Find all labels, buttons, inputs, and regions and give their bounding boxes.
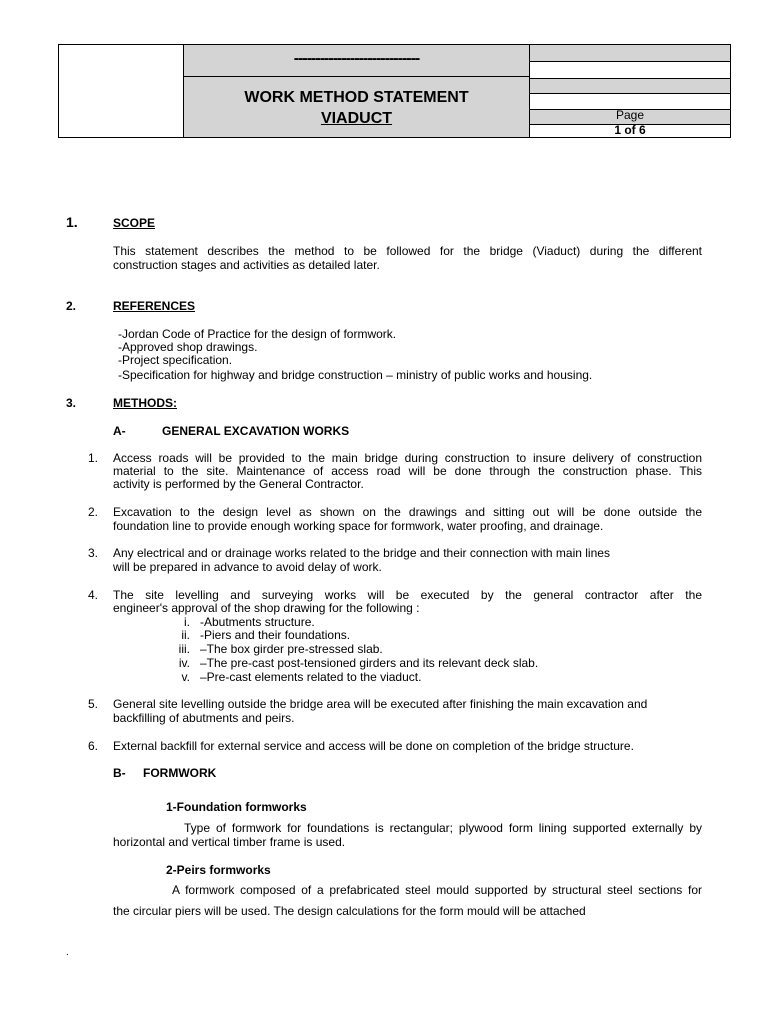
document-title: WORK METHOD STATEMENT [244, 89, 469, 106]
sub-list-item: –Pre-cast elements related to the viaduct. [200, 670, 422, 684]
section-heading-references: REFERENCES [113, 299, 196, 313]
list-number: 6. [88, 739, 99, 753]
list-item-line: The site levelling and surveying works will be executed by the general contractor after the [113, 588, 702, 602]
subsection-label: A- [113, 424, 126, 438]
subsection-title: GENERAL EXCAVATION WORKS [162, 424, 350, 438]
section-number: 1. [66, 214, 78, 230]
formwork-text-line: Type of formwork for foundations is rectangular; plywood form lining supported externally by [184, 821, 702, 835]
list-item-line: activity is performed by the General Contractor. [113, 477, 364, 491]
page-number: 1 of 6 [614, 123, 646, 137]
scope-text-line: This statement describes the method to be followed for the bridge (Viaduct) during the different [113, 244, 702, 258]
document-subtitle: VIADUCT [320, 110, 393, 127]
list-item-line: engineer's approval of the shop drawing for the following : [113, 601, 420, 615]
list-number: 5. [88, 697, 99, 711]
roman-numeral: iii. [178, 642, 190, 656]
formwork-heading: 2-Peirs formworks [166, 863, 271, 877]
formwork-text-line: A formwork composed of a prefabricated steel mould supported by structural steel sections for [172, 883, 702, 897]
list-item-line: Excavation to the design level as shown on the drawings and sitting out will be done outside the [113, 505, 702, 519]
info-row-2 [530, 62, 730, 79]
section-heading-methods: METHODS: [113, 396, 177, 410]
list-number: 1. [88, 451, 99, 465]
formwork-text-line: horizontal and vertical timber frame is used. [113, 835, 346, 849]
header-dashes: ----------------------------- [293, 50, 420, 67]
footer-mark: . [66, 947, 69, 958]
formwork-text-line: the circular piers will be used. The design calculations for the form mould will be attached [113, 904, 586, 918]
reference-item: -Approved shop drawings. [118, 340, 258, 354]
info-row-3 [530, 79, 730, 94]
list-item-line: material to the site. Maintenance of access road will be done through the construction phase. This [113, 464, 702, 478]
list-item-line: backfilling of abutments and peirs. [113, 711, 295, 725]
sub-list-item: -Abutments structure. [200, 615, 315, 629]
reference-item: -Specification for highway and bridge construction – ministry of public works and housing. [118, 368, 593, 382]
list-number: 2. [88, 505, 99, 519]
sub-list-item: -Piers and their foundations. [200, 628, 351, 642]
roman-numeral: v. [181, 670, 190, 684]
subsection-title: FORMWORK [143, 766, 217, 780]
section-number: 2. [66, 299, 77, 313]
title-cell-divider [183, 76, 530, 77]
list-item-line: General site levelling outside the bridge area will be executed after finishing the main excavation and [113, 697, 648, 711]
logo-cell [58, 44, 184, 138]
section-number: 3. [66, 396, 77, 410]
roman-numeral: i. [184, 615, 190, 629]
list-number: 3. [88, 546, 99, 560]
info-row-1 [530, 45, 730, 62]
list-number: 4. [88, 588, 99, 602]
section-heading-scope: SCOPE [113, 216, 156, 230]
roman-numeral: iv. [178, 656, 190, 670]
page-label: Page [615, 108, 645, 122]
list-item-line: Any electrical and or drainage works related to the bridge and their connection with main lines [113, 546, 610, 560]
sub-list-item: –The pre-cast post-tensioned girders and its relevant deck slab. [200, 656, 539, 670]
roman-numeral: ii. [181, 628, 190, 642]
scope-text-line: construction stages and activities as detailed later. [113, 258, 380, 272]
subsection-label: B- [113, 766, 126, 780]
list-item-line: Access roads will be provided to the main bridge during construction to insure delivery of construction [113, 451, 702, 465]
reference-item: -Project specification. [118, 353, 233, 367]
list-item-line: foundation line to provide enough working space for formwork, water proofing, and drainage. [113, 519, 604, 533]
list-item-line: will be prepared in advance to avoid delay of work. [113, 560, 382, 574]
reference-item: -Jordan Code of Practice for the design of formwork. [118, 327, 397, 341]
formwork-heading: 1-Foundation formworks [166, 800, 307, 814]
sub-list-item: –The box girder pre-stressed slab. [200, 642, 383, 656]
list-item-line: External backfill for external service and access will be done on completion of the bridge structure. [113, 739, 634, 753]
